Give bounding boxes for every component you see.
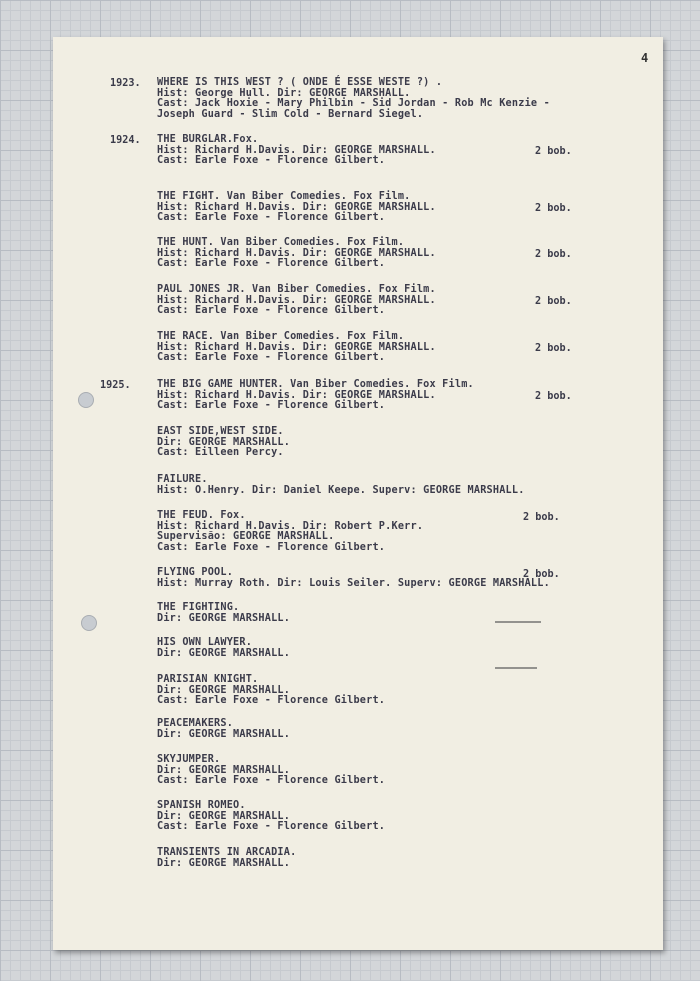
entry-title: EAST SIDE,WEST SIDE. bbox=[157, 426, 284, 437]
entry-detail-line: Dir: GEORGE MARSHALL. bbox=[157, 810, 291, 822]
entry-detail-line: Dir: GEORGE MARSHALL. bbox=[157, 612, 291, 624]
entry-detail-line: Dir: GEORGE MARSHALL. bbox=[157, 684, 291, 696]
entry-reels: 2 bob. bbox=[523, 512, 560, 523]
entry-detail-line: Hist: Richard H.Davis. Dir: GEORGE MARSHALL. bbox=[157, 341, 436, 353]
entry-detail-line: Cast: Earle Foxe - Florence Gilbert. bbox=[157, 352, 386, 363]
entry-title: THE HUNT. Van Biber Comedies. Fox Film. bbox=[157, 237, 405, 248]
entry-detail-line: Cast: Earle Foxe - Florence Gilbert. bbox=[157, 305, 386, 316]
entry-detail-line: Cast: Earle Foxe - Florence Gilbert. bbox=[157, 541, 386, 553]
entry-reels: 2 bob. bbox=[535, 342, 572, 354]
entry-title: PEACEMAKERS. bbox=[157, 718, 234, 729]
entry-detail-line: Hist: Richard H.Davis. Dir: GEORGE MARSHALL. bbox=[157, 294, 436, 306]
entry-year: 1924. bbox=[110, 135, 141, 146]
entry-reels: 2 bob. bbox=[535, 248, 572, 260]
entry-detail-line: Cast: Earle Foxe - Florence Gilbert. bbox=[157, 775, 386, 786]
page-number: 4 bbox=[641, 51, 649, 65]
entry-title: TRANSIENTS IN ARCADIA. bbox=[157, 847, 297, 858]
entry-title: FLYING POOL. bbox=[157, 567, 234, 578]
entry-detail-line: Cast: Earle Foxe - Florence Gilbert. bbox=[157, 258, 386, 269]
entry-detail-line: Cast: Earle Foxe - Florence Gilbert. bbox=[157, 400, 386, 411]
entry-title: THE BIG GAME HUNTER. Van Biber Comedies. Fox Film. bbox=[157, 379, 474, 390]
entry-reels: 2 bob. bbox=[535, 295, 572, 307]
entry-detail-line: Hist: Murray Roth. Dir: Louis Seiler. Superv: GEORGE MARSHALL. bbox=[157, 577, 550, 589]
entry-detail-line: Cast: Earle Foxe - Florence Gilbert. bbox=[157, 155, 386, 166]
entry-detail-line: Dir: GEORGE MARSHALL. bbox=[157, 647, 291, 659]
entry-reels: 2 bob. bbox=[535, 390, 572, 402]
entry-title: PAUL JONES JR. Van Biber Comedies. Fox Film. bbox=[157, 284, 436, 295]
entry-detail-line: Cast: Earle Foxe - Florence Gilbert. bbox=[157, 695, 386, 706]
entry-reels: 2 bob. bbox=[535, 145, 572, 157]
entry-title: SPANISH ROMEO. bbox=[157, 800, 246, 811]
entry-detail-line: Joseph Guard - Slim Cold - Bernard Siegel. bbox=[157, 108, 424, 120]
entry-reels: 2 bob. bbox=[535, 202, 572, 214]
punch-hole-upper bbox=[78, 392, 94, 408]
entry-detail-line: Dir: GEORGE MARSHALL. bbox=[157, 857, 291, 869]
entry-detail-line: Hist: Richard H.Davis. Dir: Robert P.Kerr. bbox=[157, 520, 424, 532]
entry-title: THE FIGHT. Van Biber Comedies. Fox Film. bbox=[157, 191, 411, 202]
entry-detail-line: Cast: Earle Foxe - Florence Gilbert. bbox=[157, 821, 386, 832]
pencil-mark bbox=[495, 667, 537, 669]
entry-title: SKYJUMPER. bbox=[157, 754, 221, 765]
entry-title: FAILURE. bbox=[157, 474, 208, 485]
entry-detail-line: Hist: Richard H.Davis. Dir: GEORGE MARSHALL. bbox=[157, 389, 436, 401]
entry-title: THE FIGHTING. bbox=[157, 602, 240, 613]
entry-detail-line: Cast: Jack Hoxie - Mary Philbin - Sid Jordan - Rob Mc Kenzie - bbox=[157, 98, 550, 109]
entry-year: 1923. bbox=[110, 78, 141, 89]
entry-title: THE FEUD. Fox. bbox=[157, 510, 246, 521]
entry-title: PARISIAN KNIGHT. bbox=[157, 674, 259, 685]
entry-detail-line: Hist: Richard H.Davis. Dir: GEORGE MARSHALL. bbox=[157, 144, 436, 156]
pencil-mark bbox=[495, 621, 541, 623]
punch-hole-lower bbox=[81, 615, 97, 631]
entry-detail-line: Dir: GEORGE MARSHALL. bbox=[157, 436, 291, 448]
entry-detail-line: Hist: Richard H.Davis. Dir: GEORGE MARSHALL. bbox=[157, 247, 436, 259]
entry-detail-line: Dir: GEORGE MARSHALL. bbox=[157, 728, 291, 740]
entry-detail-line: Cast: Earle Foxe - Florence Gilbert. bbox=[157, 212, 386, 223]
entry-title: THE RACE. Van Biber Comedies. Fox Film. bbox=[157, 331, 405, 342]
entry-year: 1925. bbox=[100, 380, 131, 391]
entry-detail-line: Cast: Eilleen Percy. bbox=[157, 447, 284, 458]
entry-title: THE BURGLAR.Fox. bbox=[157, 134, 259, 145]
entry-detail-line: Dir: GEORGE MARSHALL. bbox=[157, 764, 291, 776]
entry-detail-line: Hist: O.Henry. Dir: Daniel Keepe. Superv: GEORGE MARSHALL. bbox=[157, 484, 525, 496]
entry-reels: 2 bob. bbox=[523, 569, 560, 580]
entry-title: WHERE IS THIS WEST ? ( ONDE É ESSE WESTE ?) . bbox=[157, 77, 443, 88]
entry-detail-line: Hist: George Hull. Dir: GEORGE MARSHALL. bbox=[157, 87, 411, 99]
entry-detail-line: Supervisão: GEORGE MARSHALL. bbox=[157, 531, 335, 542]
entry-title: HIS OWN LAWYER. bbox=[157, 637, 253, 648]
entry-detail-line: Hist: Richard H.Davis. Dir: GEORGE MARSHALL. bbox=[157, 201, 436, 213]
